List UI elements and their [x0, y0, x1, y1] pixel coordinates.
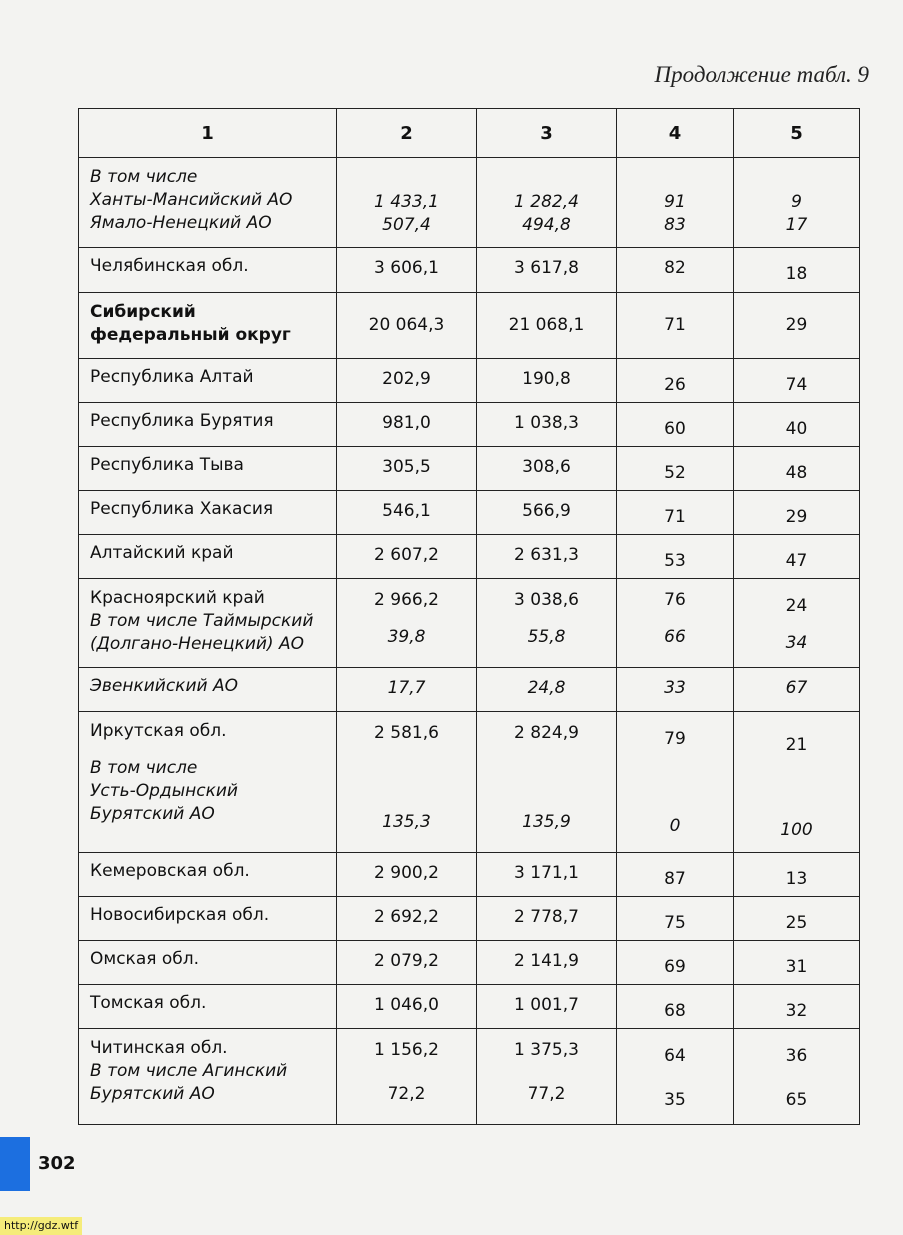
- statistics-table: [78, 108, 860, 1125]
- watermark-link[interactable]: http://gdz.wtf: [0, 1217, 82, 1235]
- value-cell: 24 34: [734, 579, 860, 668]
- table-row: [79, 897, 860, 941]
- value-cell: 25: [734, 897, 860, 941]
- value-cell: 29: [734, 293, 860, 359]
- value-cell: 31: [734, 941, 860, 985]
- value-cell: 20 064,3: [337, 293, 477, 359]
- value-cell: 40: [734, 403, 860, 447]
- value-cell: 24,8: [477, 668, 617, 712]
- table-row: [79, 447, 860, 491]
- table-row: [79, 579, 860, 668]
- value-cell: 69: [617, 941, 734, 985]
- value-cell: 60: [617, 403, 734, 447]
- value-cell: 1 375,3 77,2: [477, 1029, 617, 1125]
- value-cell: 52: [617, 447, 734, 491]
- value-cell: 546,1: [337, 491, 477, 535]
- region-cell: Кемеровская обл.: [79, 853, 337, 897]
- region-cell: Красноярский край В том числе Таймырский (Долгано-Ненецкий) АО: [79, 579, 337, 668]
- region-cell: Читинская обл. В том числе Агинский Бурятский АО: [79, 1029, 337, 1125]
- value-cell: 1 282,4 494,8: [477, 158, 617, 248]
- column-header-4: 4: [617, 109, 734, 158]
- table-row: [79, 712, 860, 853]
- table-row: [79, 668, 860, 712]
- table-row: [79, 941, 860, 985]
- region-cell: Республика Алтай: [79, 359, 337, 403]
- value-cell: 566,9: [477, 491, 617, 535]
- value-cell: 71: [617, 491, 734, 535]
- value-cell: 67: [734, 668, 860, 712]
- table-row: [79, 1029, 860, 1125]
- region-cell: Республика Тыва: [79, 447, 337, 491]
- value-cell: 3 606,1: [337, 248, 477, 293]
- region-cell: В том числе Ханты-Мансийский АО Ямало-Ненецкий АО: [79, 158, 337, 248]
- table-row: [79, 359, 860, 403]
- region-cell: Эвенкийский АО: [79, 668, 337, 712]
- region-cell: Алтайский край: [79, 535, 337, 579]
- table-row: [79, 535, 860, 579]
- page-edge-tab: [0, 1137, 30, 1191]
- value-cell: 305,5: [337, 447, 477, 491]
- page-number: 302: [38, 1153, 76, 1174]
- value-cell: 2 631,3: [477, 535, 617, 579]
- region-cell: Республика Хакасия: [79, 491, 337, 535]
- value-cell: 2 824,9 135,9: [477, 712, 617, 853]
- table-continuation-caption: Продолжение табл. 9: [654, 62, 869, 87]
- region-cell: Челябинская обл.: [79, 248, 337, 293]
- value-cell: 29: [734, 491, 860, 535]
- column-header-2: 2: [337, 109, 477, 158]
- table-row: [79, 293, 860, 359]
- value-cell: 981,0: [337, 403, 477, 447]
- value-cell: 2 581,6 135,3: [337, 712, 477, 853]
- table-row: [79, 985, 860, 1029]
- value-cell: 1 433,1 507,4: [337, 158, 477, 248]
- column-header-3: 3: [477, 109, 617, 158]
- value-cell: 1 046,0: [337, 985, 477, 1029]
- value-cell: 3 038,6 55,8: [477, 579, 617, 668]
- table-row: [79, 853, 860, 897]
- value-cell: 18: [734, 248, 860, 293]
- value-cell: 2 778,7: [477, 897, 617, 941]
- value-cell: 53: [617, 535, 734, 579]
- table-row: [79, 248, 860, 293]
- value-cell: 9 17: [734, 158, 860, 248]
- value-cell: 1 156,2 72,2: [337, 1029, 477, 1125]
- value-cell: 71: [617, 293, 734, 359]
- region-cell: Республика Бурятия: [79, 403, 337, 447]
- value-cell: 74: [734, 359, 860, 403]
- value-cell: 3 617,8: [477, 248, 617, 293]
- value-cell: 2 079,2: [337, 941, 477, 985]
- value-cell: 87: [617, 853, 734, 897]
- region-cell: Томская обл.: [79, 985, 337, 1029]
- value-cell: 2 966,2 39,8: [337, 579, 477, 668]
- value-cell: 21 100: [734, 712, 860, 853]
- value-cell: 91 83: [617, 158, 734, 248]
- value-cell: 202,9: [337, 359, 477, 403]
- region-cell: Иркутская обл. В том числе Усть-Ордынский Бурятский АО: [79, 712, 337, 853]
- value-cell: 36 65: [734, 1029, 860, 1125]
- value-cell: 2 692,2: [337, 897, 477, 941]
- value-cell: 21 068,1: [477, 293, 617, 359]
- value-cell: 48: [734, 447, 860, 491]
- table-row: [79, 491, 860, 535]
- region-cell: Сибирский федеральный округ: [79, 293, 337, 359]
- value-cell: 68: [617, 985, 734, 1029]
- table-row: [79, 403, 860, 447]
- value-cell: 2 607,2: [337, 535, 477, 579]
- value-cell: 2 141,9: [477, 941, 617, 985]
- value-cell: 1 001,7: [477, 985, 617, 1029]
- value-cell: 75: [617, 897, 734, 941]
- value-cell: 13: [734, 853, 860, 897]
- value-cell: 76 66: [617, 579, 734, 668]
- table-row: [79, 158, 860, 248]
- region-cell: Омская обл.: [79, 941, 337, 985]
- value-cell: 190,8: [477, 359, 617, 403]
- value-cell: 3 171,1: [477, 853, 617, 897]
- value-cell: 79 0: [617, 712, 734, 853]
- value-cell: 32: [734, 985, 860, 1029]
- value-cell: 82: [617, 248, 734, 293]
- table-header-row: [79, 109, 860, 158]
- value-cell: 26: [617, 359, 734, 403]
- region-cell: Новосибирская обл.: [79, 897, 337, 941]
- value-cell: 1 038,3: [477, 403, 617, 447]
- value-cell: 64 35: [617, 1029, 734, 1125]
- column-header-5: 5: [734, 109, 860, 158]
- value-cell: 47: [734, 535, 860, 579]
- value-cell: 308,6: [477, 447, 617, 491]
- column-header-1: 1: [79, 109, 337, 158]
- value-cell: 17,7: [337, 668, 477, 712]
- value-cell: 2 900,2: [337, 853, 477, 897]
- value-cell: 33: [617, 668, 734, 712]
